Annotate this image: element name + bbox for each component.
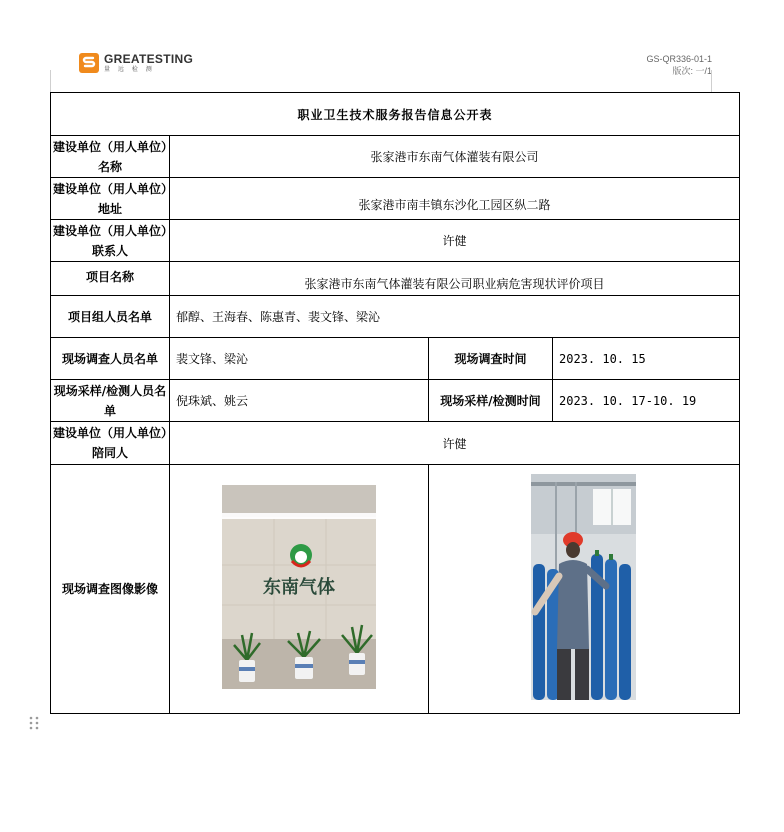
images-label: 现场调查图像影像 bbox=[51, 465, 170, 714]
contact-value: 许健 bbox=[170, 220, 740, 262]
sign-text: 东南气体 bbox=[263, 577, 335, 598]
team-label: 项目组人员名单 bbox=[51, 296, 170, 338]
photo-cell-1 bbox=[170, 465, 429, 714]
document-info bbox=[600, 53, 712, 77]
page-corner-mark-left bbox=[50, 70, 51, 92]
sampling-time-value: 2023. 10. 17-10. 19 bbox=[553, 380, 740, 422]
sampling-staff-value: 倪珠斌、姚云 bbox=[170, 380, 429, 422]
edition-label: 版次: 一/1 bbox=[672, 66, 712, 76]
info-disclosure-table bbox=[50, 92, 740, 714]
logo-subtitle: 量 远 检 测 bbox=[104, 66, 155, 73]
employer-address-label: 建设单位（用人单位）地址 bbox=[51, 178, 170, 220]
sampling-staff-label: 现场采样/检测人员名单 bbox=[51, 380, 170, 422]
photo-cell-2 bbox=[429, 465, 740, 714]
site-photo-gas-cylinders[interactable] bbox=[531, 474, 636, 700]
employer-address-value: 张家港市南丰镇东沙化工园区纵二路 bbox=[170, 178, 740, 220]
project-name-label: 项目名称 bbox=[51, 262, 170, 296]
logo-mark-icon bbox=[79, 53, 99, 73]
accompany-label: 建设单位（用人单位）陪同人 bbox=[51, 422, 170, 465]
survey-time-value: 2023. 10. 15 bbox=[553, 338, 740, 380]
sampling-time-label: 现场采样/检测时间 bbox=[429, 380, 553, 422]
contact-label: 建设单位（用人单位）联系人 bbox=[51, 220, 170, 262]
form-code: GS-QR336-01-1 bbox=[646, 54, 712, 64]
site-photo-company-sign[interactable] bbox=[222, 485, 376, 689]
accompany-value: 许健 bbox=[170, 422, 740, 465]
logo-name: GREATESTING bbox=[104, 52, 194, 66]
page-corner-mark-right bbox=[711, 70, 712, 92]
employer-name-value: 张家港市东南气体灌装有限公司 bbox=[170, 136, 740, 178]
company-logo bbox=[79, 52, 193, 74]
project-name-value: 张家港市东南气体灌装有限公司职业病危害现状评价项目 bbox=[170, 262, 740, 296]
table-title: 职业卫生技术服务报告信息公开表 bbox=[51, 93, 740, 136]
drag-handle-icon[interactable] bbox=[29, 716, 39, 730]
survey-time-label: 现场调查时间 bbox=[429, 338, 553, 380]
survey-staff-value: 裴文锋、梁沁 bbox=[170, 338, 429, 380]
survey-staff-label: 现场调查人员名单 bbox=[51, 338, 170, 380]
team-value: 郁醇、王海春、陈惠青、裴文锋、梁沁 bbox=[170, 296, 740, 338]
employer-name-label: 建设单位（用人单位）名称 bbox=[51, 136, 170, 178]
